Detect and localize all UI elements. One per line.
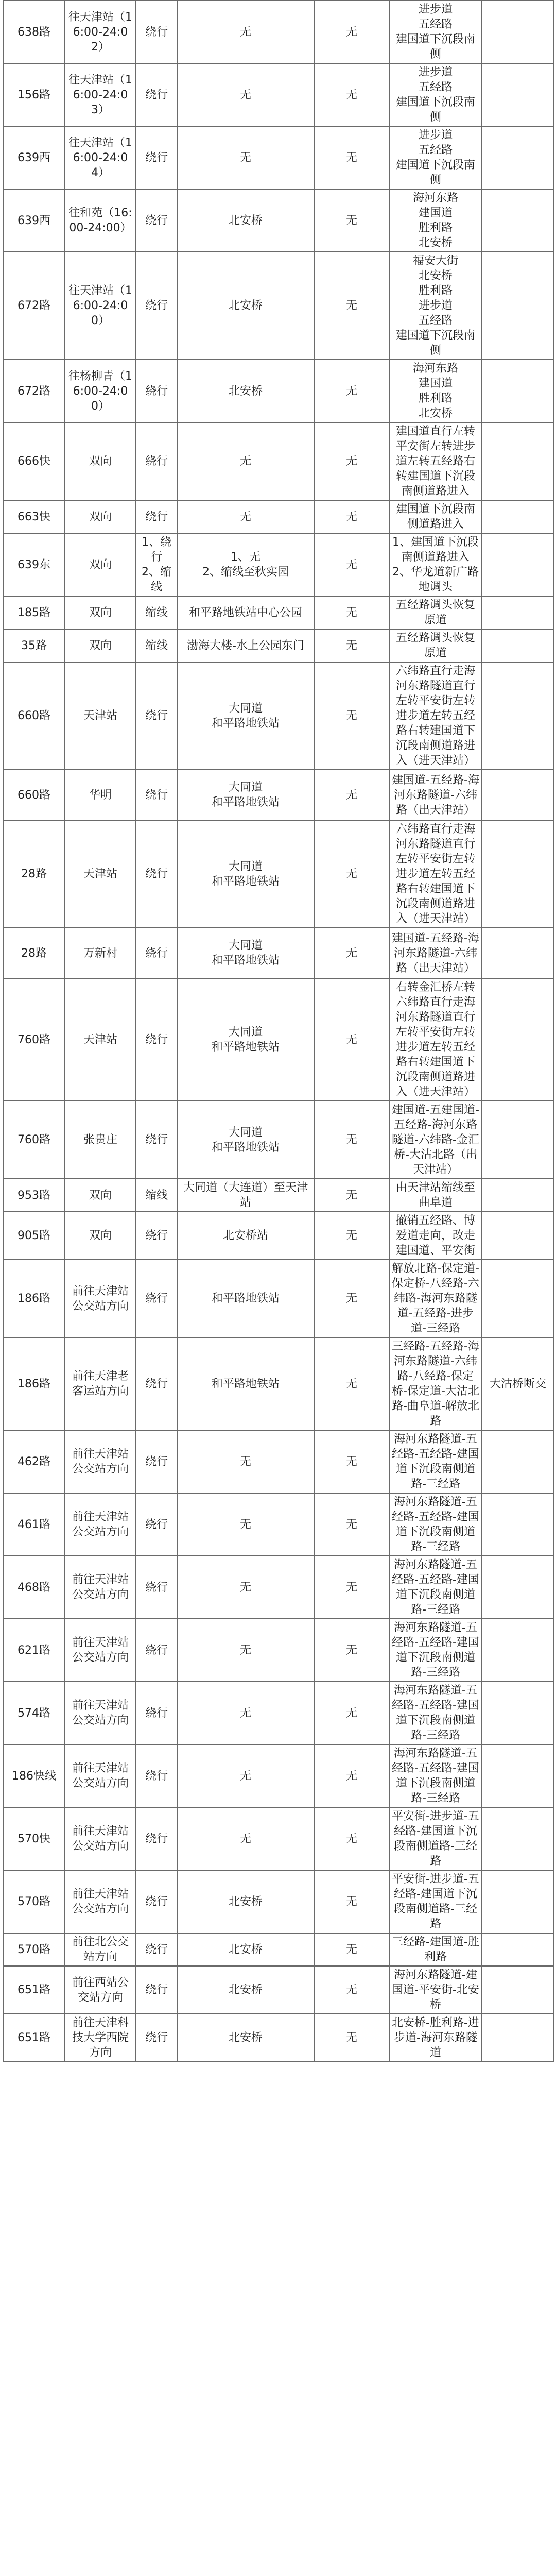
route-cell: 570快 — [3, 1807, 65, 1870]
note-cell — [482, 252, 554, 360]
mode-cell: 绕行 — [136, 1212, 177, 1260]
stop-cell: 大同道 和平路地铁站 — [177, 662, 314, 770]
mode-cell: 绕行 — [136, 1682, 177, 1744]
table-row — [3, 189, 554, 252]
direction-cell: 华明 — [65, 770, 136, 820]
mode-cell: 绕行 — [136, 1807, 177, 1870]
direction-cell: 双向 — [65, 596, 136, 629]
note-cell — [482, 629, 554, 662]
added-stop-cell: 无 — [314, 596, 389, 629]
added-stop-cell: 无 — [314, 1101, 389, 1179]
stop-cell: 无 — [177, 1, 314, 63]
note-cell — [482, 1430, 554, 1493]
stop-cell: 无 — [177, 500, 314, 533]
route-cell: 28路 — [3, 820, 65, 928]
mode-cell: 绕行 — [136, 1966, 177, 2014]
note-cell: 大沽桥断交 — [482, 1337, 554, 1430]
detour-path-cell: 海河东路 建国道 胜利路 北安桥 — [389, 360, 482, 422]
added-stop-cell: 无 — [314, 422, 389, 500]
direction-cell: 前往天津站公交站方向 — [65, 1260, 136, 1337]
added-stop-cell: 无 — [314, 500, 389, 533]
note-cell — [482, 500, 554, 533]
note-cell — [482, 360, 554, 422]
route-adjustment-table — [3, 0, 553, 2062]
direction-cell: 张贵庄 — [65, 1101, 136, 1179]
table-row — [3, 126, 554, 189]
direction-cell: 往天津站（16:00-24:03） — [65, 63, 136, 126]
route-cell: 672路 — [3, 360, 65, 422]
direction-cell: 前往天津站公交站方向 — [65, 1556, 136, 1619]
routes-table-body — [3, 1, 554, 2062]
direction-cell: 前往天津站公交站方向 — [65, 1807, 136, 1870]
added-stop-cell: 无 — [314, 1807, 389, 1870]
table-row — [3, 1682, 554, 1744]
direction-cell: 天津站 — [65, 978, 136, 1101]
stop-cell: 和平路地铁站 — [177, 1260, 314, 1337]
table-row — [3, 1260, 554, 1337]
direction-cell: 万新村 — [65, 928, 136, 978]
table-row — [3, 1179, 554, 1212]
direction-cell: 双向 — [65, 500, 136, 533]
direction-cell: 前往天津站公交站方向 — [65, 1493, 136, 1556]
detour-path-cell: 平安街-进步道-五经路-建国道下沉段南侧道路-三经路 — [389, 1807, 482, 1870]
direction-cell: 往天津站（16:00-24:02） — [65, 1, 136, 63]
detour-path-cell: 五经路调头恢复原道 — [389, 629, 482, 662]
route-cell: 651路 — [3, 2014, 65, 2062]
stop-cell: 北安桥 — [177, 360, 314, 422]
added-stop-cell: 无 — [314, 1179, 389, 1212]
note-cell — [482, 422, 554, 500]
detour-path-cell: 1、建国道下沉段南侧道路进入 2、华龙道新广路地调头 — [389, 533, 482, 596]
route-cell: 651路 — [3, 1966, 65, 2014]
mode-cell: 绕行 — [136, 500, 177, 533]
detour-path-cell: 进步道 五经路 建国道下沉段南侧 — [389, 63, 482, 126]
added-stop-cell: 无 — [314, 126, 389, 189]
mode-cell: 1、绕行 2、缩线 — [136, 533, 177, 596]
added-stop-cell: 无 — [314, 1, 389, 63]
direction-cell: 前往天津站公交站方向 — [65, 1744, 136, 1807]
stop-cell: 无 — [177, 1493, 314, 1556]
direction-cell: 前往西站公交站方向 — [65, 1966, 136, 2014]
direction-cell: 天津站 — [65, 662, 136, 770]
added-stop-cell: 无 — [314, 1933, 389, 1966]
direction-cell: 前往北公交站方向 — [65, 1933, 136, 1966]
mode-cell: 绕行 — [136, 978, 177, 1101]
mode-cell: 绕行 — [136, 63, 177, 126]
route-cell: 621路 — [3, 1619, 65, 1682]
note-cell — [482, 533, 554, 596]
mode-cell: 绕行 — [136, 1870, 177, 1933]
detour-path-cell: 由天津站缩线至曲阜道 — [389, 1179, 482, 1212]
detour-path-cell: 海河东路 建国道 胜利路 北安桥 — [389, 189, 482, 252]
mode-cell: 绕行 — [136, 1260, 177, 1337]
table-row — [3, 596, 554, 629]
mode-cell: 绕行 — [136, 189, 177, 252]
added-stop-cell: 无 — [314, 360, 389, 422]
route-cell: 186快线 — [3, 1744, 65, 1807]
detour-path-cell: 海河东路隧道-五经路-五经路-建国道下沉段南侧道路-三经路 — [389, 1619, 482, 1682]
detour-path-cell: 海河东路隧道-五经路-五经路-建国道下沉段南侧道路-三经路 — [389, 1493, 482, 1556]
mode-cell: 绕行 — [136, 820, 177, 928]
stop-cell: 渤海大楼-水上公园东门 — [177, 629, 314, 662]
note-cell — [482, 1870, 554, 1933]
table-row — [3, 1807, 554, 1870]
direction-cell: 往天津站（16:00-24:04） — [65, 126, 136, 189]
added-stop-cell: 无 — [314, 2014, 389, 2062]
detour-path-cell: 建国道-五经路-海河东路隧道-六纬路（出天津站） — [389, 770, 482, 820]
detour-path-cell: 建国道直行左转平安街左转进步道左转五经路右转建国道下沉段南侧道路进入 — [389, 422, 482, 500]
note-cell — [482, 189, 554, 252]
mode-cell: 绕行 — [136, 662, 177, 770]
note-cell — [482, 1556, 554, 1619]
detour-path-cell: 海河东路隧道-五经路-五经路-建国道下沉段南侧道路-三经路 — [389, 1556, 482, 1619]
route-cell: 760路 — [3, 978, 65, 1101]
stop-cell: 北安桥 — [177, 1870, 314, 1933]
stop-cell: 北安桥 — [177, 1966, 314, 2014]
route-cell: 660路 — [3, 662, 65, 770]
mode-cell: 绕行 — [136, 1619, 177, 1682]
added-stop-cell: 无 — [314, 252, 389, 360]
mode-cell: 绕行 — [136, 1744, 177, 1807]
route-cell: 186路 — [3, 1337, 65, 1430]
note-cell — [482, 1933, 554, 1966]
added-stop-cell: 无 — [314, 1682, 389, 1744]
table-row — [3, 1744, 554, 1807]
note-cell — [482, 1744, 554, 1807]
detour-path-cell: 平安街-进步道-五经路-建国道下沉段南侧道路-三经路 — [389, 1870, 482, 1933]
table-row — [3, 500, 554, 533]
detour-path-cell: 北安桥-胜利路-进步道-海河东路隧道 — [389, 2014, 482, 2062]
table-row — [3, 2014, 554, 2062]
table-row — [3, 422, 554, 500]
detour-path-cell: 三经路-五经路-海河东路隧道-六纬路-八经路-保定桥-保定道-大沽北路-曲阜道-解放北路 — [389, 1337, 482, 1430]
direction-cell: 天津站 — [65, 820, 136, 928]
table-row — [3, 1933, 554, 1966]
table-row — [3, 1556, 554, 1619]
detour-path-cell: 海河东路隧道-五经路-五经路-建国道下沉段南侧道路-三经路 — [389, 1430, 482, 1493]
mode-cell: 缩线 — [136, 596, 177, 629]
note-cell — [482, 1619, 554, 1682]
detour-path-cell: 六纬路直行走海河东路隧道直行左转平安街左转进步道左转五经路右转建国道下沉段南侧道路进入（进天津站） — [389, 820, 482, 928]
mode-cell: 绕行 — [136, 126, 177, 189]
stop-cell: 无 — [177, 1744, 314, 1807]
route-cell: 905路 — [3, 1212, 65, 1260]
stop-cell: 大同道（大连道）至天津站 — [177, 1179, 314, 1212]
mode-cell: 缩线 — [136, 629, 177, 662]
added-stop-cell: 无 — [314, 189, 389, 252]
stop-cell: 无 — [177, 1556, 314, 1619]
table-row — [3, 1870, 554, 1933]
mode-cell: 绕行 — [136, 1556, 177, 1619]
note-cell — [482, 1101, 554, 1179]
route-cell: 462路 — [3, 1430, 65, 1493]
note-cell — [482, 978, 554, 1101]
table-row — [3, 1337, 554, 1430]
mode-cell: 绕行 — [136, 252, 177, 360]
note-cell — [482, 1212, 554, 1260]
mode-cell: 绕行 — [136, 422, 177, 500]
table-row — [3, 820, 554, 928]
detour-path-cell: 建国道下沉段南侧道路进入 — [389, 500, 482, 533]
mode-cell: 绕行 — [136, 1430, 177, 1493]
mode-cell: 绕行 — [136, 1933, 177, 1966]
added-stop-cell: 无 — [314, 629, 389, 662]
note-cell — [482, 596, 554, 629]
added-stop-cell: 无 — [314, 978, 389, 1101]
direction-cell: 双向 — [65, 1212, 136, 1260]
direction-cell: 前往天津站公交站方向 — [65, 1430, 136, 1493]
mode-cell: 绕行 — [136, 360, 177, 422]
added-stop-cell: 无 — [314, 1870, 389, 1933]
route-cell: 953路 — [3, 1179, 65, 1212]
detour-path-cell: 建国道-五经路-海河东路隧道-六纬路（出天津站） — [389, 928, 482, 978]
detour-path-cell: 福安大街 北安桥 胜利路 进步道 五经路 建国道下沉段南侧 — [389, 252, 482, 360]
mode-cell: 绕行 — [136, 1, 177, 63]
route-cell: 639东 — [3, 533, 65, 596]
stop-cell: 无 — [177, 422, 314, 500]
added-stop-cell: 无 — [314, 770, 389, 820]
stop-cell: 1、无 2、缩线至秋实园 — [177, 533, 314, 596]
route-cell: 672路 — [3, 252, 65, 360]
note-cell — [482, 662, 554, 770]
stop-cell: 北安桥站 — [177, 1212, 314, 1260]
table-row — [3, 770, 554, 820]
table-row — [3, 1212, 554, 1260]
route-cell: 663快 — [3, 500, 65, 533]
stop-cell: 北安桥 — [177, 252, 314, 360]
stop-cell: 无 — [177, 126, 314, 189]
detour-path-cell: 进步道 五经路 建国道下沉段南侧 — [389, 126, 482, 189]
added-stop-cell: 无 — [314, 1556, 389, 1619]
mode-cell: 绕行 — [136, 770, 177, 820]
stop-cell: 无 — [177, 63, 314, 126]
route-cell: 156路 — [3, 63, 65, 126]
note-cell — [482, 1682, 554, 1744]
detour-path-cell: 建国道-五建国道-五经路-海河东路隧道-六纬路-金汇桥-大沽北路（出天津站） — [389, 1101, 482, 1179]
table-row — [3, 1966, 554, 2014]
stop-cell: 无 — [177, 1682, 314, 1744]
route-cell: 461路 — [3, 1493, 65, 1556]
stop-cell: 北安桥 — [177, 2014, 314, 2062]
note-cell — [482, 820, 554, 928]
routes-table — [3, 0, 554, 2062]
table-row — [3, 63, 554, 126]
route-cell: 666快 — [3, 422, 65, 500]
route-cell: 28路 — [3, 928, 65, 978]
note-cell — [482, 1966, 554, 2014]
added-stop-cell: 无 — [314, 1619, 389, 1682]
mode-cell: 绕行 — [136, 928, 177, 978]
added-stop-cell: 无 — [314, 1966, 389, 2014]
table-row — [3, 928, 554, 978]
note-cell — [482, 63, 554, 126]
table-row — [3, 252, 554, 360]
added-stop-cell: 无 — [314, 533, 389, 596]
added-stop-cell: 无 — [314, 1430, 389, 1493]
table-row — [3, 1619, 554, 1682]
route-cell: 660路 — [3, 770, 65, 820]
stop-cell: 和平路地铁站 — [177, 1337, 314, 1430]
detour-path-cell: 五经路调头恢复原道 — [389, 596, 482, 629]
detour-path-cell: 撤销五经路、博爱道走向，改走建国道、平安街 — [389, 1212, 482, 1260]
route-cell: 638路 — [3, 1, 65, 63]
table-row — [3, 1493, 554, 1556]
detour-path-cell: 三经路-建国道-胜利路 — [389, 1933, 482, 1966]
direction-cell: 前往天津科技大学西院方向 — [65, 2014, 136, 2062]
stop-cell: 大同道 和平路地铁站 — [177, 770, 314, 820]
table-row — [3, 533, 554, 596]
route-cell: 468路 — [3, 1556, 65, 1619]
note-cell — [482, 1807, 554, 1870]
table-row — [3, 1430, 554, 1493]
note-cell — [482, 2014, 554, 2062]
mode-cell: 缩线 — [136, 1179, 177, 1212]
direction-cell: 前往天津老客运站方向 — [65, 1337, 136, 1430]
detour-path-cell: 六纬路直行走海河东路隧道直行左转平安街左转进步道左转五经路右转建国道下沉段南侧道路进入（进天津站） — [389, 662, 482, 770]
detour-path-cell: 海河东路隧道-建国道-平安街-北安桥 — [389, 1966, 482, 2014]
table-row — [3, 1, 554, 63]
stop-cell: 北安桥 — [177, 1933, 314, 1966]
added-stop-cell: 无 — [314, 1212, 389, 1260]
stop-cell: 和平路地铁站中心公园 — [177, 596, 314, 629]
route-cell: 186路 — [3, 1260, 65, 1337]
stop-cell: 无 — [177, 1619, 314, 1682]
table-row — [3, 978, 554, 1101]
direction-cell: 双向 — [65, 629, 136, 662]
stop-cell: 北安桥 — [177, 189, 314, 252]
added-stop-cell: 无 — [314, 1744, 389, 1807]
stop-cell: 大同道 和平路地铁站 — [177, 1101, 314, 1179]
note-cell — [482, 1260, 554, 1337]
route-cell: 570路 — [3, 1870, 65, 1933]
mode-cell: 绕行 — [136, 2014, 177, 2062]
note-cell — [482, 928, 554, 978]
added-stop-cell: 无 — [314, 63, 389, 126]
direction-cell: 双向 — [65, 1179, 136, 1212]
note-cell — [482, 1, 554, 63]
stop-cell: 无 — [177, 1807, 314, 1870]
detour-path-cell: 进步道 五经路 建国道下沉段南侧 — [389, 1, 482, 63]
added-stop-cell: 无 — [314, 1260, 389, 1337]
table-row — [3, 662, 554, 770]
stop-cell: 大同道 和平路地铁站 — [177, 978, 314, 1101]
mode-cell: 绕行 — [136, 1101, 177, 1179]
note-cell — [482, 126, 554, 189]
route-cell: 574路 — [3, 1682, 65, 1744]
added-stop-cell: 无 — [314, 820, 389, 928]
note-cell — [482, 1493, 554, 1556]
route-cell: 185路 — [3, 596, 65, 629]
route-cell: 760路 — [3, 1101, 65, 1179]
route-cell: 639西 — [3, 126, 65, 189]
direction-cell: 往杨柳青（16:00-24:00） — [65, 360, 136, 422]
added-stop-cell: 无 — [314, 662, 389, 770]
detour-path-cell: 海河东路隧道-五经路-五经路-建国道下沉段南侧道路-三经路 — [389, 1744, 482, 1807]
route-cell: 570路 — [3, 1933, 65, 1966]
stop-cell: 大同道 和平路地铁站 — [177, 928, 314, 978]
detour-path-cell: 右转金汇桥左转六纬路直行走海河东路隧道直行左转平安街左转进步道左转五经路右转建国道下沉段南侧道路进入（进天津站） — [389, 978, 482, 1101]
detour-path-cell: 解放北路-保定道-保定桥-八经路-六纬路-海河东路隧道-五经路-进步道-三经路 — [389, 1260, 482, 1337]
table-row — [3, 1101, 554, 1179]
added-stop-cell: 无 — [314, 1493, 389, 1556]
note-cell — [482, 1179, 554, 1212]
mode-cell: 绕行 — [136, 1337, 177, 1430]
route-cell: 35路 — [3, 629, 65, 662]
table-row — [3, 629, 554, 662]
direction-cell: 前往天津站公交站方向 — [65, 1682, 136, 1744]
table-row — [3, 360, 554, 422]
note-cell — [482, 770, 554, 820]
direction-cell: 往和苑（16:00-24:00） — [65, 189, 136, 252]
direction-cell: 双向 — [65, 422, 136, 500]
stop-cell: 大同道 和平路地铁站 — [177, 820, 314, 928]
detour-path-cell: 海河东路隧道-五经路-五经路-建国道下沉段南侧道路-三经路 — [389, 1682, 482, 1744]
direction-cell: 前往天津站公交站方向 — [65, 1619, 136, 1682]
added-stop-cell: 无 — [314, 1337, 389, 1430]
mode-cell: 绕行 — [136, 1493, 177, 1556]
direction-cell: 双向 — [65, 533, 136, 596]
direction-cell: 前往天津站公交站方向 — [65, 1870, 136, 1933]
stop-cell: 无 — [177, 1430, 314, 1493]
added-stop-cell: 无 — [314, 928, 389, 978]
direction-cell: 往天津站（16:00-24:00） — [65, 252, 136, 360]
route-cell: 639西 — [3, 189, 65, 252]
